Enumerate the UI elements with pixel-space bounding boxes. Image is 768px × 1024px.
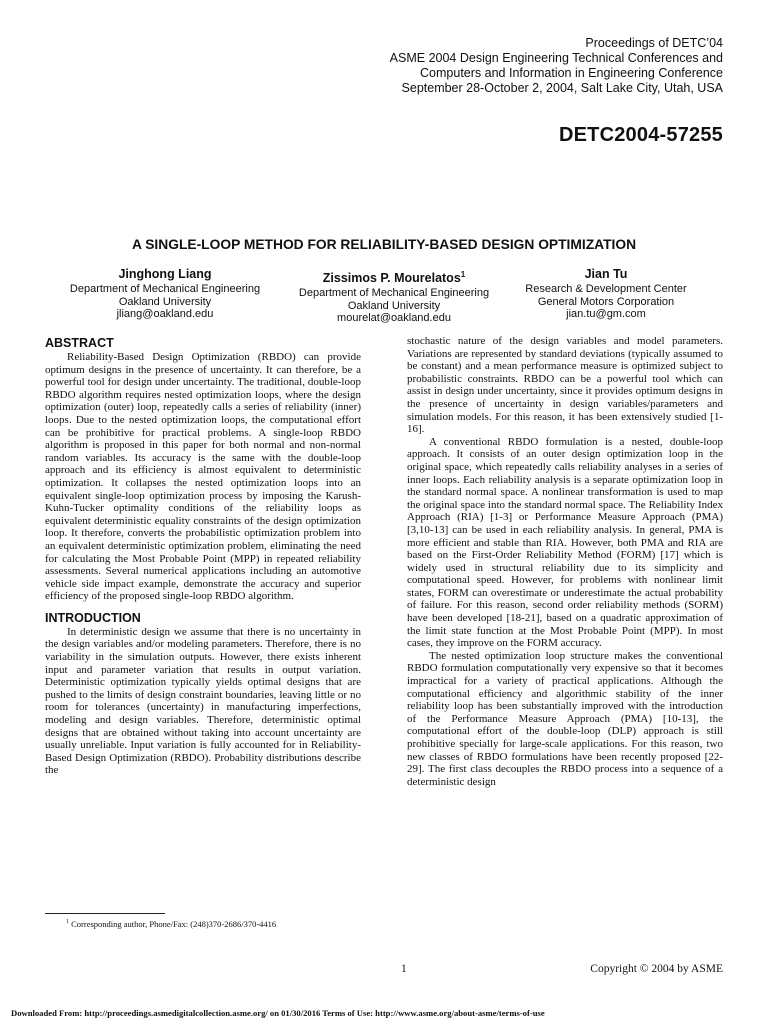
footnote-text: Corresponding author, Phone/Fax: (248)370-2686/370-4416 <box>71 919 277 929</box>
header-line: September 28-October 2, 2004, Salt Lake City, Utah, USA <box>401 81 723 95</box>
body-paragraph: A conventional RBDO formulation is a nested, double-loop approach. It consists of an outer design optimization loop in the original space, which repeatedly calls reliability analyses in a series of inner loops. Each reliability analysis is a separate optimization loop in the standard normal space. A nonlinear transformation is used to map the original space into the standard normal space. The Reliability Index Approach (RIA) [1-3] or Performance Measure Approach (PMA) [3,10-13] can be used in each reliability analysis. In general, PMA is more efficient and stable than RIA. However, both PMA and RIA are based on the First-Order Reliability Method (FORM) [17] which is widely used in structural reliability due to its simplicity and computational speed. However, for problems with nonlinear limit states, FORM can overestimate or underestimate the actual probability of failure. For this reason, second order reliability methods (SORM) have been developed [18-21], based on a quadratic approximation of the limit state function at the Most Probable Point (MPP). In most cases, they improve on the FORM accuracy. <box>407 435 723 650</box>
body-paragraph: The nested optimization loop structure makes the conventional RBDO formulation computationally very expensive so that it becomes impractical for a variety of practical applications. Although the computational efficiency and algorithmic stability of the inner reliability loop has been substantially improved with the introduction of the Performance Measure Approach (PMA) [10-13], the computational effort of the double-loop (DLP) approach is still prohibitive specially for large-scale applications. For this reason, two new classes of RBDO formulations have been recently proposed [22-29]. The first class decouples the RBDO process into a sequence of a deterministic design <box>407 649 723 788</box>
author-block <box>288 266 500 325</box>
footnote-marker: 1 <box>460 270 466 279</box>
introduction-paragraph: In deterministic design we assume that there is no uncertainty in the design variables and/or modeling parameters. Therefore, there is no variability in the simulation outputs. However, there exists inherent input and parameter variation that results in output variation. Deterministic optimization typically yields optimal designs that are pushed to the limits of design constraint boundaries, leaving little or no room for tolerances (uncertainty) in manufacturing imperfections, modeling and design variables. Therefore, deterministic optimal designs that are obtained without taking into account uncertainty are usually unreliable. Input variation is fully accounted for in Reliability-Based Design Optimization (RBDO). Probability distributions describe the <box>45 625 361 777</box>
author-block <box>513 266 699 321</box>
introduction-heading: INTRODUCTION <box>45 610 141 625</box>
download-notice: Downloaded From: http://proceedings.asmedigitalcollection.asme.org/ on 01/30/2016 Terms of Use: http://www.asme.org/about-asme/terms-of-use <box>11 1008 545 1018</box>
author-organization: Oakland University <box>118 295 212 308</box>
footnote <box>66 919 276 929</box>
page-number: 1 <box>401 963 407 975</box>
author-name: Jian Tu <box>584 267 628 281</box>
author-department: Department of Mechanical Engineering <box>69 283 261 295</box>
footnote-divider <box>45 913 165 914</box>
right-column <box>407 335 723 788</box>
copyright-notice: Copyright © 2004 by ASME <box>590 963 723 975</box>
paper-title: A SINGLE-LOOP METHOD FOR RELIABILITY-BASED DESIGN OPTIMIZATION <box>131 237 637 252</box>
author-name: Zissimos P. Mourelatos$^1$ <box>322 270 466 286</box>
left-column <box>45 336 361 777</box>
proceedings-header <box>390 36 723 96</box>
paper-id: DETC2004-57255 <box>558 124 723 146</box>
abstract-heading: ABSTRACT <box>45 336 114 350</box>
author-name: Jinghong Liang <box>118 267 212 281</box>
author-organization: Oakland University <box>347 299 441 312</box>
author-block <box>60 266 270 321</box>
footnote-number: 1 <box>66 919 69 926</box>
header-line: ASME 2004 Design Engineering Technical Conferences and <box>389 51 723 65</box>
abstract-paragraph: Reliability-Based Design Optimization (RBDO) can provide optimum designs in the presence of uncertainty. It can therefore, be a powerful tool for design under uncertainty. The traditional, double-loop RBDO algorithm requires nested optimization loops, where the design optimization (outer) loop, repeatedly calls a series of reliability (inner) loops. Due to the nested optimization loops, the computational effort can be prohibitive for practical problems. A single-loop RBDO algorithm is proposed in this paper for both normal and non-normal random variables. Its accuracy is the same with the double-loop approach and its efficiency is almost equivalent to deterministic optimization. It collapses the nested optimization loops into an equivalent single-loop optimization process by imposing the Karush-Kuhn-Tucker optimality conditions of the reliability loops as equivalent deterministic equality constraints of the design optimization loop. It therefore, converts the probabilistic optimization problem into an equivalent deterministic optimization problem, eliminating the need for calculating the Most Probable Point (MPP) in repeated reliability assessments. Several numerical applications including an automotive vehicle side impact example, demonstrate the accuracy and superior efficiency of the proposed single-loop RBDO algorithm. <box>45 351 361 603</box>
author-organization: General Motors Corporation <box>537 295 675 308</box>
author-department: Research & Development Center <box>525 283 687 295</box>
body-paragraph: stochastic nature of the design variables and model parameters. Variations are represented by standard deviations (typically assumed to be constant) and a mean performance measure is optimized subject to probabilistic constraints. RBDO can be a powerful tool which can assist in design under uncertainty, since it provides optimum designs in the presence of uncertainty in design variables/parameters and simulation models. For this reason, it has been extensively studied [1-16]. <box>407 335 723 436</box>
author-email: jliang@oakland.edu <box>116 308 214 320</box>
author-department: Department of Mechanical Engineering <box>298 287 490 300</box>
header-line: Computers and Information in Engineering Conference <box>420 66 723 80</box>
author-email: mourelat@oakland.edu <box>337 312 451 325</box>
author-email: jian.tu@gm.com <box>566 308 646 320</box>
header-line: Proceedings of DETC’04 <box>585 36 723 50</box>
